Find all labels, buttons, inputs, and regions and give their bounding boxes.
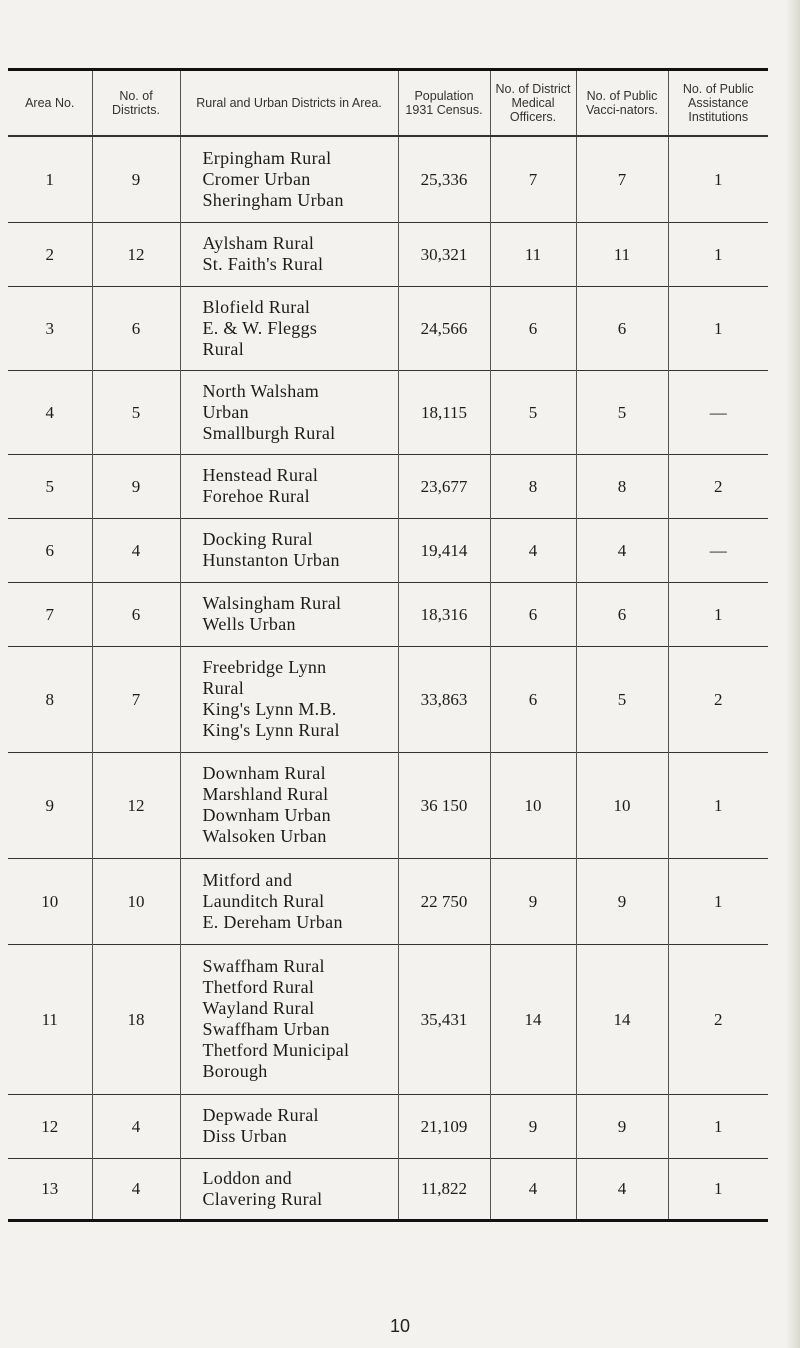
district-name: Henstead Rural bbox=[202, 465, 319, 485]
medical-officers-cell: 6 bbox=[490, 646, 576, 752]
header-rural-urban-districts: Rural and Urban Districts in Area. bbox=[180, 70, 398, 137]
table-row bbox=[8, 454, 768, 518]
institutions-cell: 2 bbox=[668, 944, 768, 1094]
institutions-cell: 1 bbox=[668, 286, 768, 370]
district-name: Downham Urban bbox=[202, 805, 331, 825]
header-public-vaccinators: No. of Public Vacci-nators. bbox=[576, 70, 668, 137]
table-row bbox=[8, 222, 768, 286]
district-count-cell: 10 bbox=[92, 858, 180, 944]
district-name: King's Lynn Rural bbox=[202, 720, 340, 740]
district-count-cell: 4 bbox=[92, 518, 180, 582]
population-cell: 30,321 bbox=[398, 222, 490, 286]
table-row bbox=[8, 286, 768, 370]
district-name: E. Dereham Urban bbox=[202, 911, 343, 932]
population-cell: 23,677 bbox=[398, 454, 490, 518]
medical-officers-cell: 8 bbox=[490, 454, 576, 518]
districts-list-cell bbox=[180, 286, 398, 370]
population-cell: 25,336 bbox=[398, 136, 490, 222]
medical-officers-cell: 4 bbox=[490, 1158, 576, 1220]
vaccinators-cell: 5 bbox=[576, 646, 668, 752]
table-row bbox=[8, 1158, 768, 1220]
districts-list-cell bbox=[180, 222, 398, 286]
district-name: Depwade Rural bbox=[202, 1105, 319, 1125]
district-name: Thetford Municipal bbox=[202, 1040, 350, 1060]
vaccinators-cell: 6 bbox=[576, 582, 668, 646]
district-name: Urban bbox=[202, 401, 249, 422]
vaccinators-cell: 10 bbox=[576, 752, 668, 858]
area-number-cell: 7 bbox=[45, 604, 54, 624]
population-cell: 24,566 bbox=[398, 286, 490, 370]
table-row bbox=[8, 518, 768, 582]
district-name: Walsoken Urban bbox=[202, 826, 327, 846]
medical-officers-cell: 10 bbox=[490, 752, 576, 858]
header-medical-officers: No. of District Medical Officers. bbox=[490, 70, 576, 137]
districts-list-cell bbox=[180, 858, 398, 944]
population-cell: 33,863 bbox=[398, 646, 490, 752]
table-row bbox=[8, 858, 768, 944]
district-name: King's Lynn M.B. bbox=[202, 699, 337, 719]
table-row bbox=[8, 370, 768, 454]
districts-list-cell bbox=[180, 136, 398, 222]
district-count-cell: 12 bbox=[92, 752, 180, 858]
districts-list-cell bbox=[180, 646, 398, 752]
vaccinators-cell: 6 bbox=[576, 286, 668, 370]
population-cell: 22 750 bbox=[398, 858, 490, 944]
population-cell: 19,414 bbox=[398, 518, 490, 582]
vaccinators-cell: 5 bbox=[576, 370, 668, 454]
medical-officers-cell: 7 bbox=[490, 136, 576, 222]
district-count-cell: 4 bbox=[92, 1158, 180, 1220]
medical-officers-cell: 14 bbox=[490, 944, 576, 1094]
district-count-cell: 7 bbox=[92, 646, 180, 752]
page-number: 10 bbox=[389, 1316, 411, 1336]
district-name: North Walsham bbox=[202, 380, 320, 401]
institutions-cell: 1 bbox=[668, 1158, 768, 1220]
population-cell: 11,822 bbox=[398, 1158, 490, 1220]
district-name: Forehoe Rural bbox=[202, 486, 310, 506]
district-name: Freebridge Lynn bbox=[202, 657, 327, 677]
header-area-no: Area No. bbox=[25, 96, 75, 110]
districts-list-cell bbox=[180, 1158, 398, 1220]
district-count-cell: 6 bbox=[92, 286, 180, 370]
vaccinators-cell: 14 bbox=[576, 944, 668, 1094]
institutions-cell: — bbox=[668, 370, 768, 454]
medical-officers-cell: 5 bbox=[490, 370, 576, 454]
area-number-cell: 1 bbox=[45, 169, 54, 189]
district-name: Aylsham Rural bbox=[202, 233, 315, 253]
district-name: Rural bbox=[202, 678, 244, 698]
district-name: Diss Urban bbox=[202, 1126, 287, 1146]
area-number-cell: 10 bbox=[41, 891, 59, 911]
districts-list-cell bbox=[180, 944, 398, 1094]
area-number-cell: 5 bbox=[45, 476, 54, 496]
population-cell: 35,431 bbox=[398, 944, 490, 1094]
district-name: Rural bbox=[202, 338, 244, 359]
institutions-cell: 1 bbox=[668, 858, 768, 944]
table-row bbox=[8, 136, 768, 222]
header-population: Population 1931 Census. bbox=[398, 70, 490, 137]
districts-list-cell bbox=[180, 454, 398, 518]
population-cell: 36 150 bbox=[398, 752, 490, 858]
medical-officers-cell: 4 bbox=[490, 518, 576, 582]
district-name: Wayland Rural bbox=[202, 998, 315, 1018]
table-row bbox=[8, 1094, 768, 1158]
institutions-cell: 2 bbox=[668, 646, 768, 752]
area-number-cell: 13 bbox=[41, 1179, 59, 1198]
district-name: St. Faith's Rural bbox=[202, 254, 324, 274]
district-name: Hunstanton Urban bbox=[202, 550, 340, 570]
population-cell: 18,115 bbox=[398, 370, 490, 454]
district-name: Thetford Rural bbox=[202, 977, 315, 997]
area-number-cell: 12 bbox=[41, 1116, 59, 1136]
population-cell: 18,316 bbox=[398, 582, 490, 646]
district-count-cell: 5 bbox=[92, 370, 180, 454]
districts-list-cell bbox=[180, 370, 398, 454]
district-name: Marshland Rural bbox=[202, 784, 329, 804]
area-districts-table bbox=[8, 68, 768, 1222]
district-count-cell: 18 bbox=[92, 944, 180, 1094]
district-name: Loddon and bbox=[202, 1167, 292, 1188]
vaccinators-cell: 4 bbox=[576, 518, 668, 582]
district-name: Sheringham Urban bbox=[202, 189, 344, 210]
districts-list-cell bbox=[180, 1094, 398, 1158]
district-name: Erpingham Rural bbox=[202, 147, 332, 168]
table-row bbox=[8, 582, 768, 646]
institutions-cell: 1 bbox=[668, 136, 768, 222]
area-number-cell: 9 bbox=[45, 795, 54, 815]
vaccinators-cell: 9 bbox=[576, 1094, 668, 1158]
table-row bbox=[8, 944, 768, 1094]
medical-officers-cell: 9 bbox=[490, 1094, 576, 1158]
area-number-cell: 8 bbox=[45, 689, 54, 709]
districts-list-cell bbox=[180, 752, 398, 858]
district-count-cell: 4 bbox=[92, 1094, 180, 1158]
district-name: Mitford and bbox=[202, 869, 293, 890]
district-name: Docking Rural bbox=[202, 529, 313, 549]
district-name: Smallburgh Rural bbox=[202, 422, 336, 443]
page-edge-shadow bbox=[786, 0, 800, 1348]
district-name: Walsingham Rural bbox=[202, 593, 342, 613]
district-name: Cromer Urban bbox=[202, 168, 311, 189]
area-number-cell: 2 bbox=[45, 244, 54, 264]
table-row bbox=[8, 752, 768, 858]
institutions-cell: 1 bbox=[668, 582, 768, 646]
districts-list-cell bbox=[180, 582, 398, 646]
area-number-cell: 4 bbox=[45, 402, 54, 422]
medical-officers-cell: 9 bbox=[490, 858, 576, 944]
institutions-cell: — bbox=[668, 518, 768, 582]
vaccinators-cell: 11 bbox=[576, 222, 668, 286]
district-name: Swaffham Rural bbox=[202, 956, 325, 976]
table-row bbox=[8, 646, 768, 752]
district-count-cell: 9 bbox=[92, 136, 180, 222]
district-name: Clavering Rural bbox=[202, 1188, 323, 1209]
vaccinators-cell: 9 bbox=[576, 858, 668, 944]
institutions-cell: 1 bbox=[668, 1094, 768, 1158]
population-cell: 21,109 bbox=[398, 1094, 490, 1158]
table-header-row bbox=[8, 70, 768, 137]
district-count-cell: 9 bbox=[92, 454, 180, 518]
institutions-cell: 2 bbox=[668, 454, 768, 518]
district-count-cell: 12 bbox=[92, 222, 180, 286]
header-no-of-districts: No. of Districts. bbox=[92, 70, 180, 137]
district-name: E. & W. Fleggs bbox=[202, 317, 318, 338]
district-name: Swaffham Urban bbox=[202, 1019, 330, 1039]
vaccinators-cell: 4 bbox=[576, 1158, 668, 1220]
districts-list-cell bbox=[180, 518, 398, 582]
header-public-assistance-institutions: No. of Public Assistance Institutions bbox=[668, 70, 768, 137]
district-name: Launditch Rural bbox=[202, 890, 325, 911]
area-number-cell: 6 bbox=[45, 540, 54, 560]
medical-officers-cell: 6 bbox=[490, 582, 576, 646]
vaccinators-cell: 7 bbox=[576, 136, 668, 222]
institutions-cell: 1 bbox=[668, 222, 768, 286]
vaccinators-cell: 8 bbox=[576, 454, 668, 518]
district-name: Blofield Rural bbox=[202, 296, 311, 317]
district-name: Downham Rural bbox=[202, 763, 326, 783]
medical-officers-cell: 11 bbox=[490, 222, 576, 286]
medical-officers-cell: 6 bbox=[490, 286, 576, 370]
table-body bbox=[8, 136, 768, 1220]
district-name: Wells Urban bbox=[202, 614, 296, 634]
area-number-cell: 11 bbox=[41, 1009, 58, 1029]
district-name: Borough bbox=[202, 1061, 268, 1081]
area-number-cell: 3 bbox=[45, 318, 54, 338]
district-count-cell: 6 bbox=[92, 582, 180, 646]
institutions-cell: 1 bbox=[668, 752, 768, 858]
